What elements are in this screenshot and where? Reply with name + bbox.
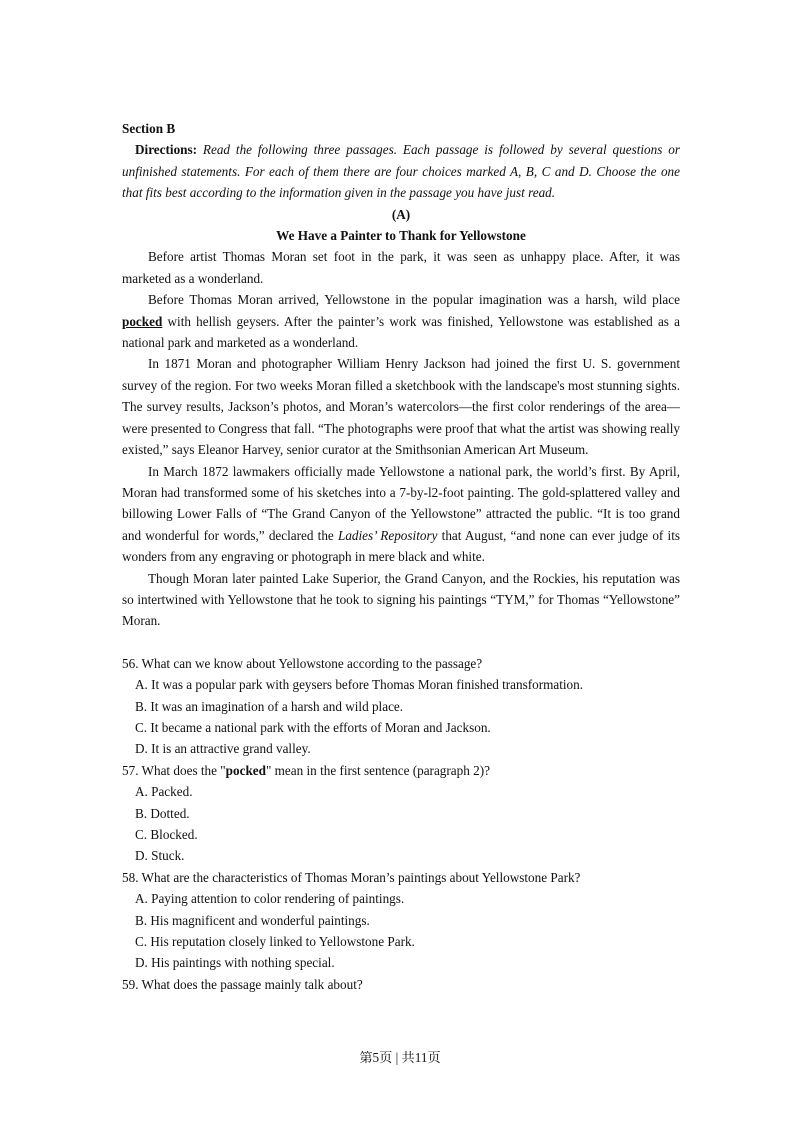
option-a: A. It was a popular park with geysers before Thomas Moran finished transformation.: [135, 677, 584, 693]
paragraph-2-text-end: with hellish geysers. After the painter’s work was finished, Yellowstone was established as a national park and marketed as a wonderland.: [122, 313, 680, 351]
question-keyword: pocked: [225, 762, 266, 778]
paragraph-4-text-end: that August, “and none can ever judge of its wonders from any engraving or photograph in mere black and white.: [122, 527, 680, 565]
paragraph-4-text-start: In March 1872 lawmakers officially made Yellowstone a national park, the world’s first. By April, Moran had transformed some of his sketches into a 7-by-l2-foot painting. The gold-splattered valley and billowing Lower Falls of “The Grand Canyon of the Yellowstone” attracted the public. “It is too grand and wonderful for words,” declared the: [122, 463, 680, 543]
question-stem: 58. What are the characteristics of Thomas Moran’s paintings about Yellowstone Park?: [122, 869, 581, 885]
option-b: B. It was an imagination of a harsh and wild place.: [135, 698, 404, 714]
option-c: C. His reputation closely linked to Yellowstone Park.: [135, 934, 415, 950]
question-stem-end: " mean in the first sentence (paragraph 2)?: [265, 762, 490, 778]
option-a: A. Paying attention to color rendering of paintings.: [135, 891, 405, 907]
question-stem-start: 57. What does the ": [122, 762, 226, 778]
passage-label: (A): [391, 206, 411, 222]
question-stem: 59. What does the passage mainly talk about?: [122, 976, 363, 992]
passage-paragraph-3: In 1871 Moran and photographer William Henry Jackson had joined the first U. S. government survey of the region. For two weeks Moran filled a sketchbook with the landscape's most stunning sights. The survey results, Jackson’s photos, and Moran’s watercolors—the first color renderings of the area—were presented to Congress that fall. “The photographs were proof that what the artist was showing really existed,” says Eleanor Harvey, senior curator at the Smithsonian American Art Museum.: [122, 356, 680, 458]
option-c: C. It became a national park with the efforts of Moran and Jackson.: [135, 719, 491, 735]
question-58: [122, 867, 680, 974]
question-59: [122, 974, 680, 995]
option-d: D. His paintings with nothing special.: [135, 955, 335, 971]
passage-paragraph-5: Though Moran later painted Lake Superior, the Grand Canyon, and the Rockies, his reputation was so intertwined with Yellowstone that he took to signing his paintings “TYM,” for Thomas “Yellowstone” Moran.: [122, 570, 680, 629]
option-a: A. Packed.: [135, 784, 193, 800]
directions-lead: Directions:: [135, 142, 198, 158]
directions-body: Read the following three passages. Each passage is followed by several questions or unfinished statements. For each of them there are four choices marked A, B, C and D. Choose the one that fits best according to the information given in the passage you have just read.: [122, 142, 680, 201]
question-stem: [122, 760, 680, 781]
passage-paragraph-2: [122, 289, 680, 353]
section-title: Section B: [122, 121, 176, 136]
paragraph-2-text-start: Before Thomas Moran arrived, Yellowstone in the popular imagination was a harsh, wild place: [148, 292, 680, 308]
keyword-pocked: pocked: [122, 313, 163, 329]
question-stem: 56. What can we know about Yellowstone according to the passage?: [122, 655, 483, 671]
option-b: B. Dotted.: [135, 805, 190, 821]
question-57: [122, 760, 680, 867]
page-footer: 第5页 | 共11页: [359, 1050, 441, 1065]
question-56: [122, 653, 680, 760]
option-d: D. It is an attractive grand valley.: [135, 741, 311, 757]
exam-page: [122, 118, 680, 995]
directions: [122, 139, 680, 203]
option-d: D. Stuck.: [135, 848, 185, 864]
passage-paragraph-1: Before artist Thomas Moran set foot in the park, it was seen as unhappy place. After, it was marketed as a wonderland.: [122, 249, 680, 286]
option-b: B. His magnificent and wonderful paintings.: [135, 912, 370, 928]
passage-title: We Have a Painter to Thank for Yellowstone: [276, 228, 526, 244]
option-c: C. Blocked.: [135, 827, 198, 842]
publication-title: Ladies’ Repository: [338, 527, 438, 543]
passage-paragraph-4: [122, 461, 680, 568]
